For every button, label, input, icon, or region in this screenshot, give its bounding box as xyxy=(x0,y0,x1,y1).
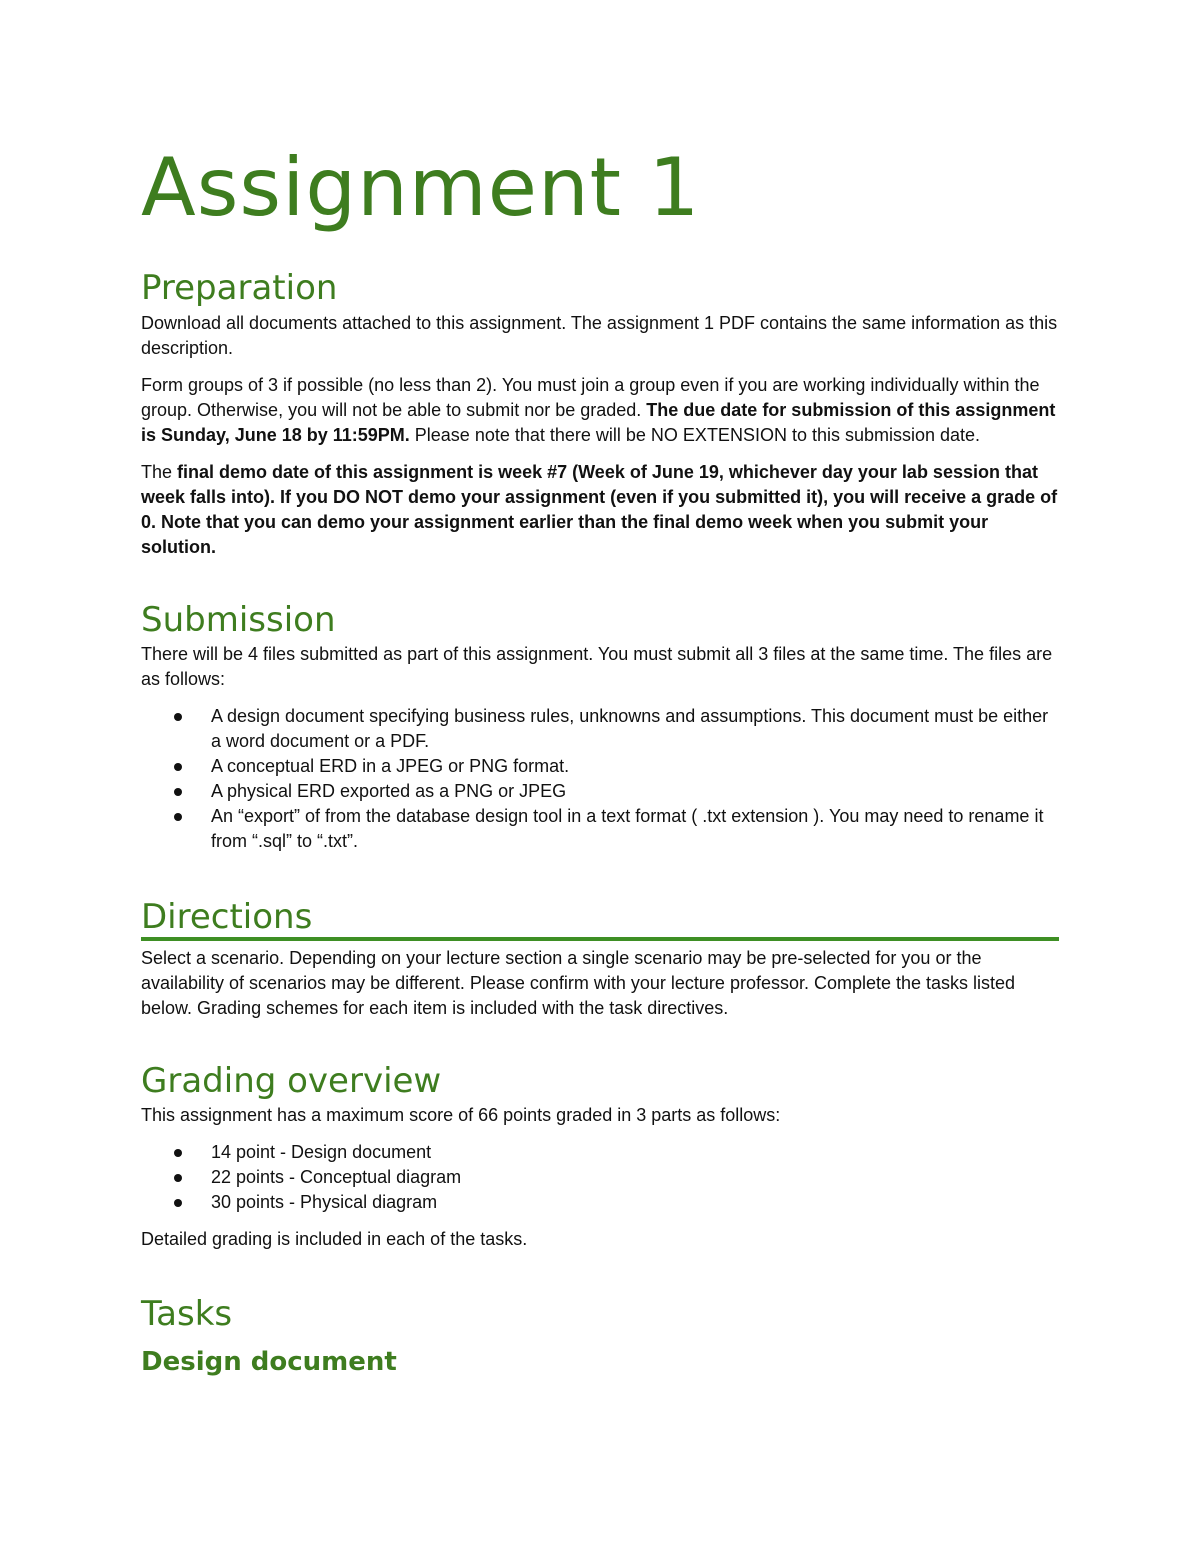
bullet-icon xyxy=(174,813,182,821)
submission-heading: Submission xyxy=(141,600,336,640)
list-item-text: A design document specifying business rules, unknowns and assumptions. This document must be either a word document or a PDF. xyxy=(211,706,1049,751)
list-item-text: A conceptual ERD in a JPEG or PNG format. xyxy=(211,756,570,776)
bullet-icon xyxy=(174,1174,182,1182)
document-page xyxy=(141,140,1061,1378)
due-date-text: The due date for submission of this assignment is Sunday, June 18 by 11:59PM. xyxy=(141,400,1056,445)
preparation-paragraph-1 xyxy=(141,311,1061,361)
list-item-text: A physical ERD exported as a PNG or JPEG xyxy=(211,781,567,801)
bullet-icon xyxy=(174,788,182,796)
design-document-heading: Design document xyxy=(141,1347,397,1377)
group-rules-text: Form groups of 3 if possible (no less than 2). You must join a group even if you are working individually within the group. Otherwise, you will not be able to submit nor be graded. xyxy=(141,375,1040,420)
bullet-icon xyxy=(174,1149,182,1157)
directions-heading: Directions xyxy=(141,897,313,937)
preparation-paragraph-2 xyxy=(141,373,1061,448)
list-item xyxy=(141,1140,1061,1165)
list-item xyxy=(141,754,1061,779)
list-item-text: 22 points - Conceptual diagram xyxy=(211,1167,462,1187)
demo-intro-text: The xyxy=(141,462,178,482)
submission-intro: There will be 4 files submitted as part of this assignment. You must submit all 3 files at the same time. The files are as follows: xyxy=(141,644,1053,689)
directions-text: Select a scenario. Depending on your lecture section a single scenario may be pre-selected for you or the availability of scenarios may be different. Please confirm with your lecture professor. Complete the tasks listed below. Grading schemes for each item is included with the task directives. xyxy=(141,948,1016,1018)
preparation-heading: Preparation xyxy=(141,268,338,308)
list-item xyxy=(141,704,1061,754)
grading-parts-list xyxy=(141,1140,1061,1215)
preparation-paragraph-3 xyxy=(141,460,1061,560)
grading-intro: This assignment has a maximum score of 66 points graded in 3 parts as follows: xyxy=(141,1105,781,1125)
bullet-icon xyxy=(174,713,182,721)
list-item xyxy=(141,1165,1061,1190)
demo-date-text: final demo date of this assignment is week #7 (Week of June 19, whichever day your lab session that week falls into). If you DO NOT demo your assignment (even if you submitted it), you will receive a grade of 0. Note that you can demo your assignment earlier than the final demo week when you submit your solution. xyxy=(141,462,1058,557)
extension-note-text: Please note that there will be NO EXTENSION to this submission date. xyxy=(409,425,981,445)
list-item xyxy=(141,804,1061,854)
grading-outro: Detailed grading is included in each of the tasks. xyxy=(141,1229,528,1249)
grading-overview-heading: Grading overview xyxy=(141,1061,442,1101)
document-title: Assignment 1 xyxy=(141,141,701,234)
bullet-icon xyxy=(174,1199,182,1207)
preparation-text-1: Download all documents attached to this assignment. The assignment 1 PDF contains the same information as this description. xyxy=(141,313,1058,358)
list-item-text: 14 point - Design document xyxy=(211,1142,432,1162)
tasks-heading: Tasks xyxy=(141,1294,233,1334)
list-item-text: An “export” of from the database design tool in a text format ( .txt extension ). You may need to rename it from “.sql” to “.txt”. xyxy=(211,806,1044,851)
submission-file-list xyxy=(141,704,1061,854)
bullet-icon xyxy=(174,763,182,771)
list-item-text: 30 points - Physical diagram xyxy=(211,1192,438,1212)
list-item xyxy=(141,1190,1061,1215)
list-item xyxy=(141,779,1061,804)
directions-divider xyxy=(141,937,1059,941)
